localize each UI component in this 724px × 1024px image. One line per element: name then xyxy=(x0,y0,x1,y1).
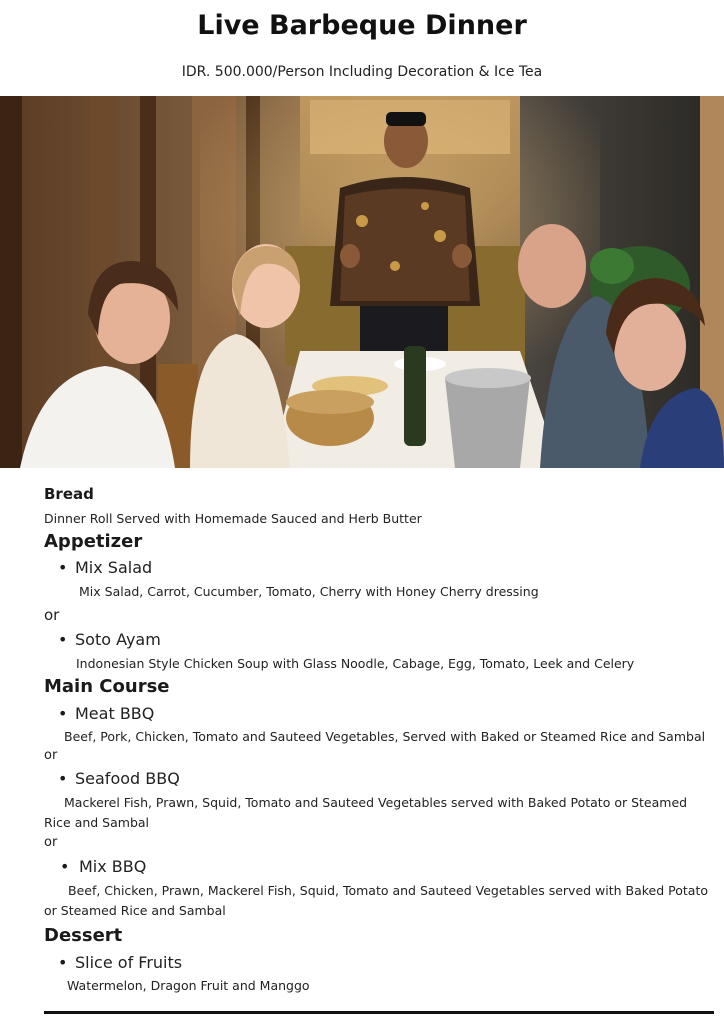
bullet-icon: • xyxy=(58,558,68,577)
menu-item-mix-bbq: Mix BBQ xyxy=(79,857,147,876)
slice-of-fruits-description: Watermelon, Dragon Fruit and Manggo xyxy=(67,978,310,993)
bullet-icon: • xyxy=(58,953,68,972)
section-heading-appetizer: Appetizer xyxy=(44,531,143,552)
section-heading-bread: Bread xyxy=(44,485,94,503)
bullet-icon: • xyxy=(58,630,68,649)
menu-item-seafood-bbq: Seafood BBQ xyxy=(75,769,180,788)
menu-item-mix-salad: Mix Salad xyxy=(75,558,153,577)
or-separator: or xyxy=(44,606,60,624)
meat-bbq-description: Beef, Pork, Chicken, Tomato and Sauteed Vegetables, Served with Baked or Steamed Rice and Sambal xyxy=(64,729,706,744)
menu-title: Live Barbeque Dinner xyxy=(197,10,527,41)
menu-item-meat-bbq: Meat BBQ xyxy=(75,704,155,723)
bullet-icon: • xyxy=(60,857,70,876)
bullet-icon: • xyxy=(58,704,68,723)
or-separator: or xyxy=(44,835,58,850)
seafood-bbq-description-cont: Rice and Sambal xyxy=(44,815,150,830)
bottom-divider xyxy=(44,1011,714,1014)
section-heading-main-course: Main Course xyxy=(44,676,170,697)
dinner-group-photo xyxy=(0,96,724,468)
bullet-icon: • xyxy=(58,769,68,788)
seafood-bbq-description: Mackerel Fish, Prawn, Squid, Tomato and Sauteed Vegetables served with Baked Potato or Steamed xyxy=(64,795,688,810)
menu-item-soto-ayam: Soto Ayam xyxy=(75,630,161,649)
or-separator: or xyxy=(44,748,58,763)
mix-salad-description: Mix Salad, Carrot, Cucumber, Tomato, Cherry with Honey Cherry dressing xyxy=(79,584,539,599)
price-subtitle: IDR. 500.000/Person Including Decoration & Ice Tea xyxy=(181,64,543,80)
mix-bbq-description-cont: or Steamed Rice and Sambal xyxy=(44,903,226,918)
mix-bbq-description: Beef, Chicken, Prawn, Mackerel Fish, Squid, Tomato and Sauteed Vegetables served with Baked Potato xyxy=(68,883,709,898)
soto-ayam-description: Indonesian Style Chicken Soup with Glass Noodle, Cabage, Egg, Tomato, Leek and Celery xyxy=(76,656,635,671)
section-heading-dessert: Dessert xyxy=(44,925,123,946)
bread-description: Dinner Roll Served with Homemade Sauced and Herb Butter xyxy=(44,511,422,526)
menu-item-slice-of-fruits: Slice of Fruits xyxy=(75,953,183,972)
